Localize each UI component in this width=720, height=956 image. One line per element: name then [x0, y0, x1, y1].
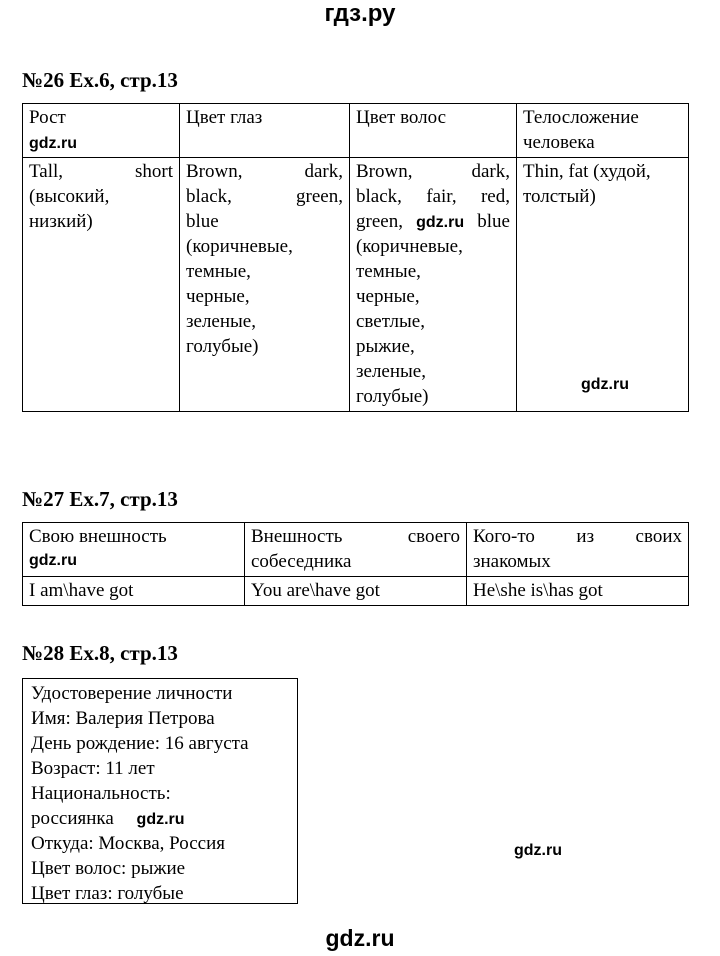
ex26-header-cell — [517, 104, 689, 158]
ex27-header-cell — [467, 523, 689, 577]
cell-line: Brown, dark, — [356, 161, 510, 182]
cell-line: He\she is\has got — [473, 580, 603, 601]
ex27-table — [22, 522, 689, 606]
watermark-text: gdz.ru — [29, 135, 77, 152]
id-card-line: Цвет глаз: голубые — [31, 883, 184, 904]
ex26-header-cell — [350, 104, 517, 158]
cell-line: рыжие, — [356, 336, 415, 357]
watermark-text: gdz.ru — [416, 214, 465, 231]
cell-line: blue — [186, 211, 219, 232]
cell-line: (коричневые, — [186, 236, 293, 257]
ex28-title: №28 Ex.8, стр.13 — [22, 641, 178, 665]
cell-line: толстый) — [523, 186, 596, 207]
cell-line: You are\have got — [251, 580, 380, 601]
cell-word: blue — [477, 211, 510, 232]
cell-word: green, — [356, 211, 403, 232]
cell-line: Thin, fat (худой, — [523, 161, 651, 182]
id-card-line: Откуда: Москва, Россия — [31, 833, 225, 854]
cell-line: черные, — [186, 286, 250, 307]
header-eye-color-label: Цвет глаз — [186, 107, 263, 128]
header-self-label: Свою внешность — [29, 526, 167, 547]
ex26-body-row — [23, 158, 689, 412]
ex27-cell — [23, 577, 245, 606]
ex27-title: №27 Ex.7, стр.13 — [22, 487, 178, 511]
cell-line: светлые, — [356, 311, 425, 332]
cell-line: зеленые, — [186, 311, 256, 332]
ex26-header-cell — [180, 104, 350, 158]
id-card-line: Имя: Валерия Петрова — [31, 708, 215, 729]
cell-line: Brown, dark, — [186, 161, 343, 182]
id-card-line: Цвет волос: рыжие — [31, 858, 186, 879]
id-card-line: Национальность: — [31, 783, 171, 804]
watermark-text: gdz.ru — [581, 376, 629, 393]
header-hair-color-label: Цвет волос — [356, 107, 447, 128]
header-build-label: Телосложение человека — [523, 107, 639, 153]
cell-line: черные, — [356, 286, 420, 307]
ex27-cell — [245, 577, 467, 606]
id-card-line-with-watermark — [31, 806, 289, 831]
id-card-word: россиянка — [31, 808, 114, 829]
cell-line: I am\have got — [29, 580, 134, 601]
ex26-eye-cell — [180, 158, 350, 412]
cell-line: темные, — [356, 261, 421, 282]
ex27-header-cell — [23, 523, 245, 577]
cell-line: голубые) — [186, 336, 259, 357]
watermark-text: gdz.ru — [136, 811, 185, 828]
cell-line: темные, — [186, 261, 251, 282]
ex26-header-row — [23, 104, 689, 158]
id-card-box — [22, 678, 298, 904]
cell-line: голубые) — [356, 386, 429, 407]
ex26-build-cell — [517, 158, 689, 412]
cell-line: black, green, — [186, 186, 343, 207]
site-header: гдз.ру — [324, 0, 396, 27]
cell-line: (коричневые, — [356, 236, 463, 257]
ex27-header-cell — [245, 523, 467, 577]
header-height-label: Рост — [29, 107, 66, 128]
cell-line-with-watermark — [356, 209, 510, 234]
ex26-table — [22, 103, 689, 412]
header-interlocutor-label: Внешность своего собеседника — [251, 526, 460, 572]
site-footer: gdz.ru — [325, 925, 395, 951]
ex26-title: №26 Ex.6, стр.13 — [22, 68, 178, 92]
ex26-header-cell — [23, 104, 180, 158]
cell-line: низкий) — [29, 211, 93, 232]
ex27-cell — [467, 577, 689, 606]
header-acquaintance-label: Кого-то из своих знакомых — [473, 526, 682, 572]
watermark-text: gdz.ru — [514, 842, 562, 859]
id-card-line: Удостоверение личности — [31, 683, 233, 704]
cell-line: Tall, short — [29, 161, 173, 182]
ex27-header-row — [23, 523, 689, 577]
cell-line: зеленые, — [356, 361, 426, 382]
ex26-hair-cell — [350, 158, 517, 412]
watermark-text: gdz.ru — [29, 552, 77, 569]
cell-line: (высокий, — [29, 186, 110, 207]
id-card-line: Возраст: 11 лет — [31, 758, 155, 779]
ex26-height-cell — [23, 158, 180, 412]
ex27-body-row — [23, 577, 689, 606]
cell-line: black, fair, red, — [356, 186, 510, 207]
id-card-line: День рождение: 16 августа — [31, 733, 249, 754]
